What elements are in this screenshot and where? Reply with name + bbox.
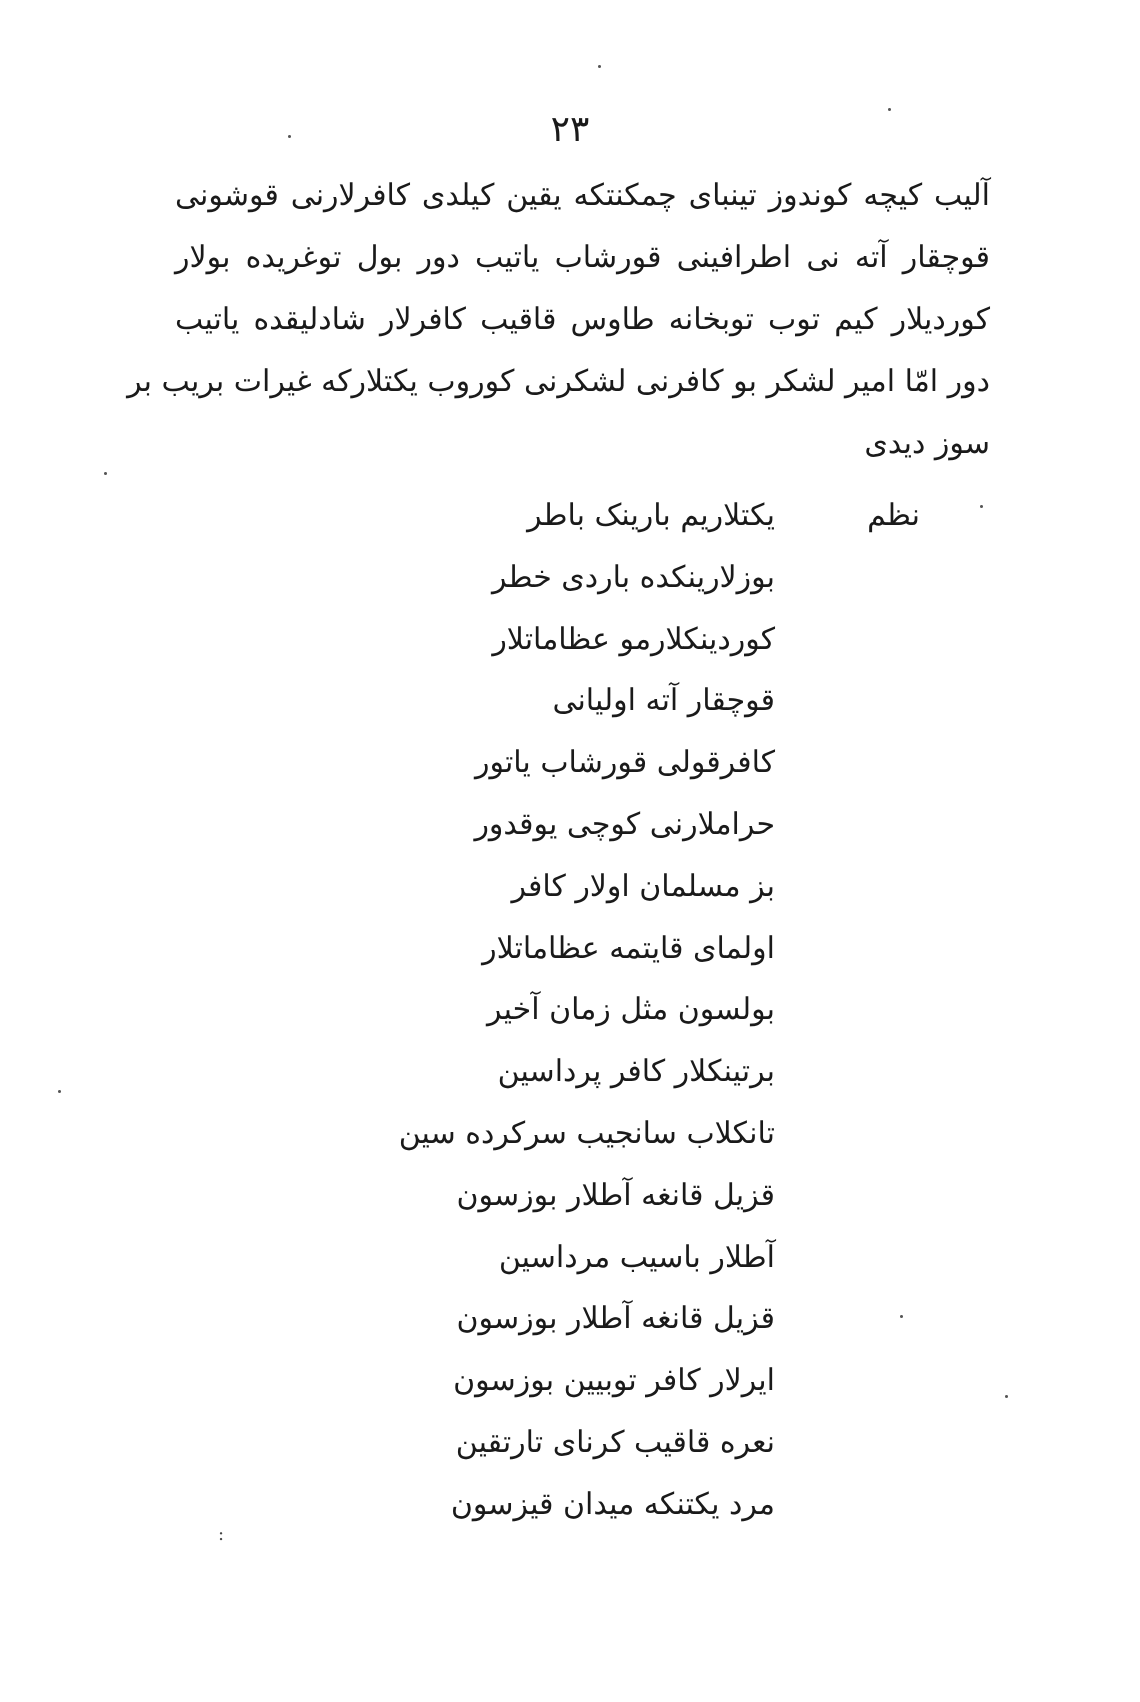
prose-line: دور امّا امیر لشکر بو کافرنی لشکرنی کوروب یکتلارکه غیرات بریب بر — [127, 364, 990, 399]
poem-line: نعره قاقیب کرنای تارتقین — [455, 1424, 775, 1460]
scan-speck — [980, 505, 983, 508]
scan-speck — [104, 472, 107, 475]
poem-line: برتینکلار کافر پرداسین — [497, 1054, 775, 1090]
scan-speck — [900, 1315, 903, 1318]
scan-speck — [58, 1090, 61, 1093]
page-number: ۲۳ — [550, 109, 590, 150]
prose-line: آلیب کیچه کوندوز تینبای چمکنتکه یقین کیلدی کافرلارنی قوشونی — [175, 178, 990, 213]
poem-line: قزیل قانغه آطلار بوزسون — [456, 1177, 775, 1213]
prose-paragraph — [127, 165, 990, 475]
prose-line: کوردیلار کیم توب توبخانه طاوس قاقیب کافرلار شادلیقده یاتیب — [175, 302, 990, 337]
poem-line: آطلار باسیب مرداسین — [498, 1239, 775, 1275]
poem-line: مرد یکتنکه میدان قیزسون — [450, 1486, 775, 1522]
poem-line: تانکلاب سانجیب سرکرده سین — [398, 1115, 775, 1151]
prose-line: سوز دیدی — [864, 426, 990, 461]
poem-line: کافرقولی قورشاب یاتور — [474, 745, 775, 781]
scan-speck — [888, 108, 891, 111]
poem-line: حراملارنی کوچی یوقدور — [474, 806, 775, 842]
poem-line: اولمای قایتمه عظاماتلار — [482, 930, 775, 966]
poem-line: بوزلارینکده باردی خطر — [492, 559, 775, 595]
poem-line: بولسون مثل زمان آخیر — [487, 992, 775, 1028]
scan-speck — [598, 65, 601, 68]
poem-line: ایرلار کافر توبیین بوزسون — [453, 1363, 775, 1399]
poem-heading: نظم — [867, 498, 920, 533]
bottom-mark: : — [218, 1524, 225, 1545]
prose-line: قوچقار آته نی اطرافینی قورشاب یاتیب دور بول توغریده بولار — [175, 240, 990, 275]
poem-line: بز مسلمان اولار کافر — [511, 868, 775, 904]
scan-speck — [1005, 1395, 1008, 1398]
poem-line: قوچقار آته اولیانی — [552, 683, 775, 719]
poem-block — [355, 485, 775, 1536]
poem-line: قزیل قانغه آطلار بوزسون — [456, 1301, 775, 1337]
poem-line: کوردینکلارمو عظاماتلار — [492, 621, 775, 657]
scan-speck — [288, 135, 291, 138]
poem-line: یکتلاریم بارینک باطر — [527, 498, 775, 533]
